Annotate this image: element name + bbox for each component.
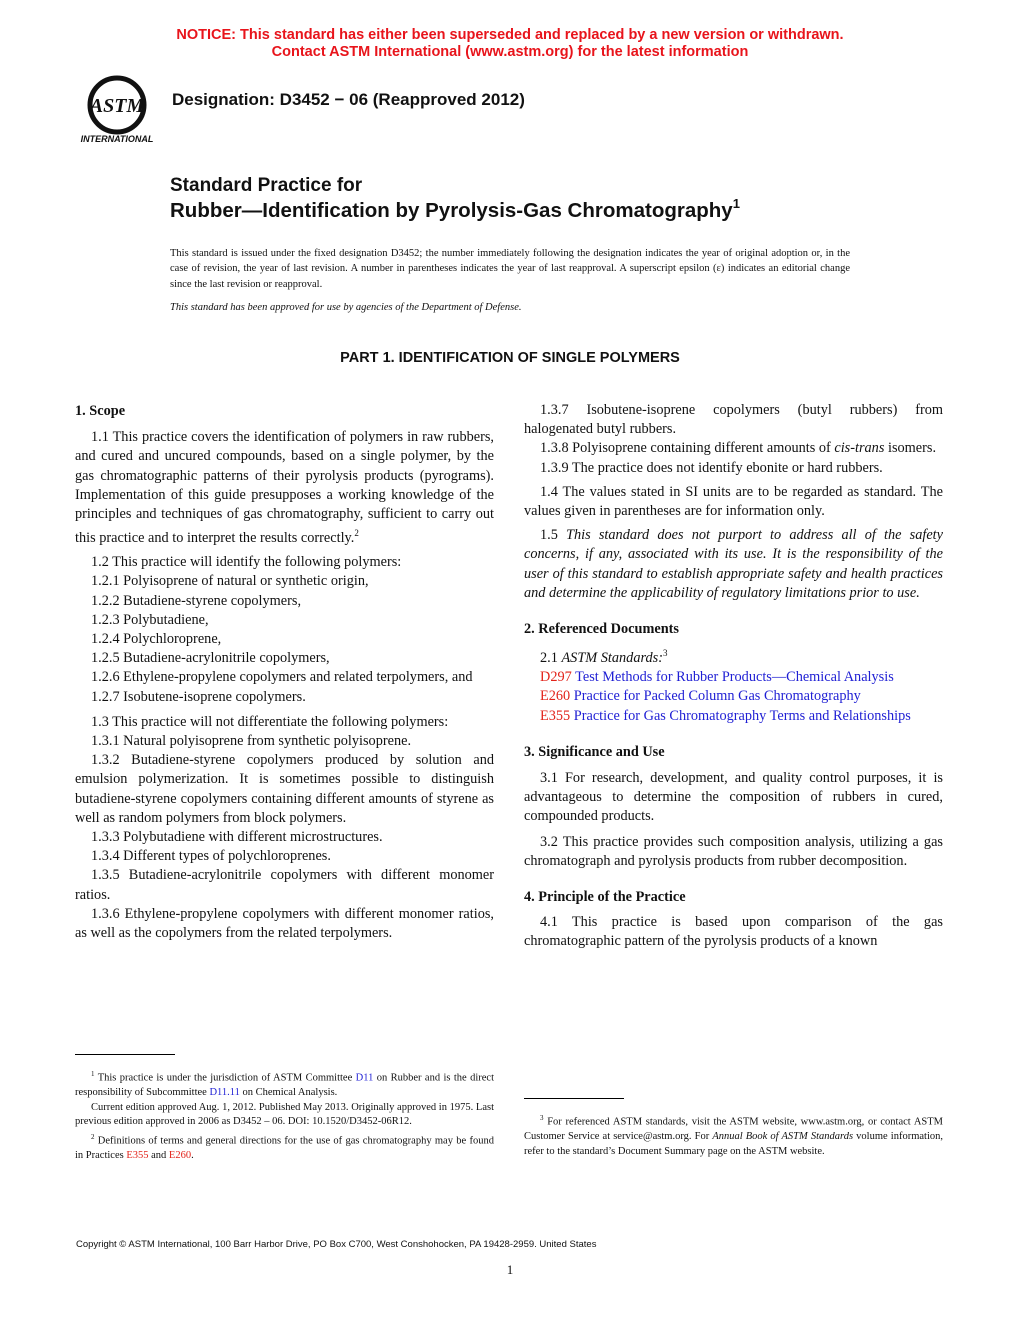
para-1-5 — [524, 526, 943, 603]
logo-text: INTERNATIONAL — [80, 134, 154, 144]
principle-heading: 4. Principle of the Practice — [524, 889, 686, 906]
astm-logo-icon — [72, 74, 162, 144]
list-item: 1.2.7 Isobutene-isoprene copolymers. — [91, 688, 306, 705]
footnote-rule-right — [524, 1098, 624, 1099]
safety-statement: This standard does not purport to address all of the safety concerns, if any, associated with its use. It is the responsibility of the user of this standard to establish appropriate safety and health practices and determine the applicability of regulatory limitations prior to use. — [524, 527, 943, 601]
page-number: 1 — [506, 1262, 514, 1277]
cis-trans-term: cis-trans — [834, 440, 885, 457]
para-1-4: 1.4 The values stated in SI units are to be regarded as standard. The values given in parentheses are for information only. — [524, 483, 943, 520]
para-1-3-8 — [524, 439, 943, 458]
list-item: 1.2.3 Polybutadiene, — [91, 611, 209, 628]
reference-code[interactable]: D297 — [540, 669, 572, 686]
reference-code[interactable]: E260 — [540, 688, 571, 705]
annual-book-title: Annual Book of ASTM Standards — [712, 1131, 854, 1143]
standard-link-e260[interactable]: E260 — [168, 1149, 192, 1161]
designation: Designation: D3452 − 06 (Reapproved 2012) — [172, 90, 525, 109]
part-heading: PART 1. IDENTIFICATION OF SINGLE POLYMERS — [340, 350, 680, 366]
reference-e260[interactable] — [524, 687, 943, 706]
right-column — [524, 401, 943, 952]
footnote-2-text-b: and — [148, 1149, 169, 1161]
dod-approval-note: This standard has been approved for use by agencies of the Department of Defense. — [170, 302, 522, 313]
footnote-2-marker: 2 — [91, 1132, 95, 1141]
committee-link-d11[interactable]: D11 — [355, 1072, 374, 1084]
para-1-3-9: 1.3.9 The practice does not identify ebonite or hard rubbers. — [540, 459, 883, 476]
astm-standards-label: ASTM Standards: — [561, 650, 663, 666]
footnote-1-marker: 1 — [91, 1070, 95, 1078]
footnote-ref-2: 2 — [354, 528, 359, 539]
reference-title-link[interactable]: Test Methods for Rubber Products—Chemical Analysis — [575, 669, 894, 686]
footnote-2-text-c: . — [191, 1149, 194, 1161]
list-item: 1.2.4 Polychloroprene, — [91, 631, 222, 647]
issuance-note: This standard is issued under the fixed designation D3452; the number immediately following the designation indicates the year of original adoption or, in the case of revision, the year of last revision. A number in parentheses indicates the year of last reapproval. A superscript epsilon (ε) indicates an editorial change since the last revision or reapproval. — [170, 248, 850, 290]
footnote-3 — [524, 1111, 943, 1159]
referenced-documents-heading: 2. Referenced Documents — [524, 621, 679, 638]
footnote-1 — [75, 1067, 494, 1101]
reference-code[interactable]: E355 — [540, 707, 571, 724]
list-item: 1.3.4 Different types of polychloroprenes. — [91, 848, 331, 865]
subcommittee-link-d11-11[interactable]: D11.11 — [209, 1087, 240, 1099]
para-1-3: 1.3 This practice will not differentiate the following polymers: — [91, 713, 449, 730]
title-text: Rubber—Identification by Pyrolysis-Gas Chromatography — [170, 199, 733, 222]
list-item: 1.2.6 Ethylene-propylene copolymers and related terpolymers, and — [91, 669, 473, 686]
list-item: 1.3.6 Ethylene-propylene copolymers with different monomer ratios, as well as the copolymers from the related terpolymers. — [75, 905, 494, 942]
reference-d297[interactable] — [524, 668, 943, 687]
list-item: 1.3.5 Butadiene-acrylonitrile copolymers with different monomer ratios. — [75, 867, 494, 903]
footnote-2 — [75, 1130, 494, 1164]
para-1-5-number: 1.5 — [540, 527, 567, 544]
list-item: 1.3.1 Natural polyisoprene from synthetic polyisoprene. — [91, 733, 412, 750]
reference-e355[interactable] — [524, 707, 943, 726]
superseded-notice — [0, 27, 1020, 61]
astm-logo — [72, 74, 162, 144]
notice-line-2: Contact ASTM International (www.astm.org) for the latest information — [271, 44, 749, 60]
list-item: 1.3.3 Polybutadiene with different microstructures. — [91, 829, 383, 846]
para-1-3-8-text-a: 1.3.8 Polyisoprene containing different amounts of — [540, 440, 835, 457]
para-1-2: 1.2 This practice will identify the following polymers: — [91, 554, 402, 571]
para-3-1: 3.1 For research, development, and quality control purposes, it is advantageous to determine the composition of rubbers in cured, compounded products. — [524, 770, 943, 825]
para-3-2: 3.2 This practice provides such composition analysis, utilizing a gas chromatograph and pyrolysis products from rubber decomposition. — [524, 833, 943, 869]
title-footnote-ref: 1 — [732, 196, 740, 211]
list-item: 1.2.5 Butadiene-acrylonitrile copolymers, — [91, 650, 330, 667]
reference-title-link[interactable]: Practice for Gas Chromatography Terms and Relationships — [573, 707, 911, 724]
footnotes-left — [75, 1067, 494, 1164]
para-1-1 — [75, 428, 494, 548]
scope-heading: 1. Scope — [75, 403, 126, 419]
edition-note: Current edition approved Aug. 1, 2012. Published May 2013. Originally approved in 1975. Last previous edition approved in 2006 as D3452 – 06. DOI: 10.1520/D3452-06R12. — [75, 1101, 494, 1128]
copyright-line: Copyright © ASTM International, 100 Barr Harbor Drive, PO Box C700, West Conshohocken, PA 19428-2959. United States — [76, 1239, 597, 1250]
para-1-3-8-text-b: isomers. — [884, 440, 937, 457]
para-2-1 — [524, 644, 943, 668]
footnote-1-text-b: on Rubber and is the direct responsibility of Subcommittee — [75, 1072, 494, 1099]
footnote-2-text-a: Definitions of terms and general directions for the use of gas chromatography may be found in Practices — [75, 1135, 494, 1161]
para-1-3-7: 1.3.7 Isobutene-isoprene copolymers (butyl rubbers) from halogenated butyl rubbers. — [524, 402, 943, 438]
title-line-2 — [170, 196, 740, 223]
list-item: 1.3.2 Butadiene-styrene copolymers produced by solution and emulsion polymerization. It is sometimes possible to distinguish butadiene-styrene copolymers containing different amounts of styrene as well as random polymers from block polymers. — [75, 752, 494, 826]
notice-line-1: NOTICE: This standard has either been superseded and replaced by a new version or withdrawn. — [176, 27, 844, 43]
left-column — [75, 402, 494, 943]
footnote-rule-left — [75, 1054, 175, 1055]
footnotes-right — [524, 1111, 943, 1159]
para-1-1-text: 1.1 This practice covers the identification of polymers in raw rubbers, and cured and uncured compounds, based on a single polymer, by the gas chromatographic patterns of their pyrolysis products (pyrograms). Implementation of this guide presupposes a working knowledge of the principles and techniques of gas chromatography, sufficient to carry out this practice and to interpret the results correctly. — [75, 429, 494, 546]
footnote-1-text-a: This practice is under the jurisdiction of ASTM Committee — [94, 1072, 356, 1084]
footnote-3-text-a: For referenced ASTM standards, visit the ASTM website, www.astm.org, or contact ASTM Customer Service at service@astm.org. For — [524, 1116, 943, 1143]
logo-mark: ASTM — [89, 95, 145, 117]
footnote-3-marker: 3 — [540, 1114, 544, 1122]
footnote-1-text-c: on Chemical Analysis. — [239, 1087, 338, 1099]
para-2-1-number: 2.1 — [540, 650, 562, 666]
para-4-1: 4.1 This practice is based upon comparison of the gas chromatographic pattern of the pyrolysis products of a known — [524, 914, 943, 950]
significance-heading: 3. Significance and Use — [524, 743, 665, 760]
list-item: 1.2.2 Butadiene-styrene copolymers, — [91, 592, 302, 609]
footnote-ref-3: 3 — [663, 648, 668, 659]
reference-title-link[interactable]: Practice for Packed Column Gas Chromatography — [573, 688, 861, 705]
list-item: 1.2.1 Polyisoprene of natural or synthetic origin, — [91, 573, 369, 590]
title-line-1: Standard Practice for — [170, 175, 363, 196]
footnote-3-text-b: volume information, refer to the standard’s Document Summary page on the ASTM website. — [524, 1131, 943, 1157]
standard-link-e355[interactable]: E355 — [126, 1149, 149, 1161]
